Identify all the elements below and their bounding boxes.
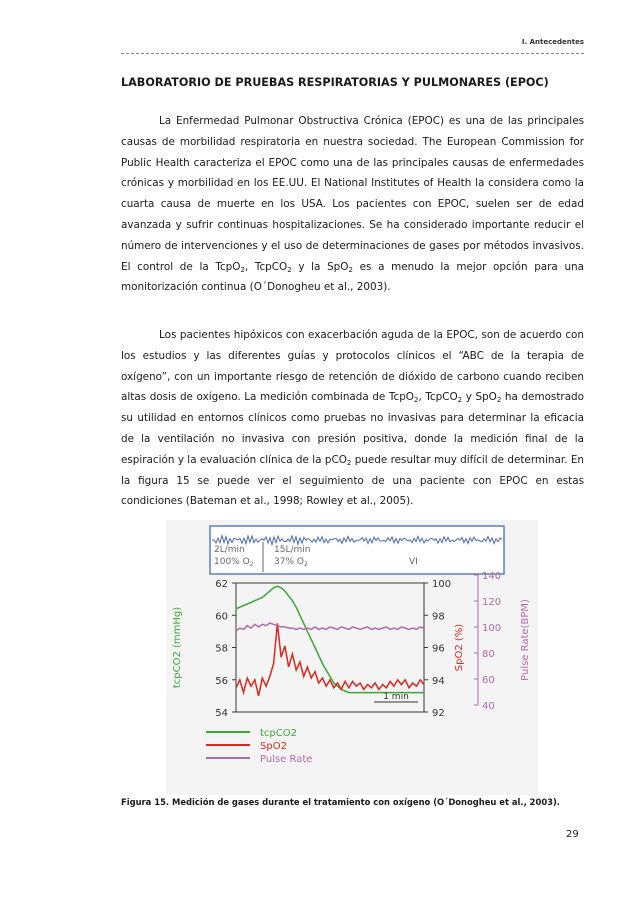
label-flow-2: 15L/min: [274, 545, 311, 555]
tick-label-pulse: 80: [482, 649, 495, 660]
tick-label-pulse: 120: [482, 597, 502, 608]
label-vi: VI: [409, 557, 418, 567]
tick-label-pulse: 140: [482, 571, 502, 582]
axis-label-tcpco2: tcpCO2 (mmHg): [172, 606, 183, 689]
tick-label-pulse: 40: [482, 701, 495, 712]
paragraph-1: La Enfermedad Pulmonar Obstructiva Crónica (EPOC) es una de las principales causas de morbilidad respiratoria en nuestra sociedad. The European Commission for Public Health caracteriza el EPOC como una de las principales causas de enfermedades crónicas y morbilidad en los EE.UU. El National Institutes of Health la considera como la cuarta causa de muerte en los USA. Los pacientes con EPOC, suelen ser de edad avanzada y sufrir continuas hospitalizaciones. Se ha considerado importante reducir el número de intervenciones y el uso de determinaciones de gases por métodos invasivos. El control de la TcpO$_2$, TcpCO$_2$ y la SpO$_2$ es a menudo la mejor opción para una monitorización continua (O´Donogheu et al., 2003).: [121, 115, 584, 294]
legend-label: SpO2: [260, 741, 287, 752]
tick-label-tcpco2: 56: [215, 675, 228, 687]
axis-label-spo2: SpO2 (%): [454, 623, 465, 672]
tick-label-tcpco2: 54: [215, 708, 228, 719]
figure-15: [166, 520, 538, 795]
tick-label-spo2: 94: [432, 675, 445, 687]
section-title: LABORATORIO DE PRUEBAS RESPIRATORIAS Y PULMONARES (EPOC): [121, 76, 549, 89]
running-header: I. Antecedentes: [521, 38, 584, 46]
paragraph-2: Los pacientes hipóxicos con exacerbación aguda de la EPOC, son de acuerdo con los estudios y las diferentes guías y protocolos clínicos el “ABC de la terapia de oxígeno”, con un importante riesgo de retención de dióxido de carbono cuando reciben altas dosis de oxígeno. La medición combinada de TcpO$_2$, TcpCO$_2$ y SpO$_2$ ha demostrado su utilidad en entornos clínicos como pruebas no invasivas para determinar la eficacia de la ventilación no invasiva con presión positiva, donde la medición final de la espiración y la evaluación clínica de la pCO$_2$ puede resultar muy difícil de determinar. En la figura 15 se puede ver el seguimiento de una paciente con EPOC en estas condiciones (Bateman et al., 1998; Rowley et al., 2005).: [121, 329, 585, 508]
label-o2-2: 37% $O_2$: [274, 557, 308, 568]
legend-label: Pulse Rate: [260, 754, 313, 765]
axis-label-pulse: Pulse Rate(BPM): [520, 599, 531, 681]
tick-label-spo2: 96: [432, 643, 445, 655]
label-flow-1: 2L/min: [214, 545, 245, 555]
tick-label-spo2: 98: [432, 611, 445, 623]
ventilation-trace-box: [210, 526, 504, 574]
label-o2-1: 100% $O_2$: [214, 557, 254, 568]
tick-label-tcpco2: 60: [215, 611, 228, 623]
scale-bar-label: 1 min: [383, 692, 409, 702]
legend-label: tcpCO2: [260, 728, 297, 739]
tick-label-tcpco2: 58: [215, 643, 228, 655]
tick-label-pulse: 100: [482, 623, 502, 634]
figure-caption: Figura 15. Medición de gases durante el tratamiento con oxígeno (O´Donogheu et al., 2003).: [121, 797, 560, 807]
header-divider: [121, 53, 584, 54]
tick-label-pulse: 60: [482, 675, 495, 686]
gas-monitoring-chart: [166, 520, 538, 795]
tick-label-spo2: 92: [432, 708, 445, 719]
page-number: 29: [566, 829, 579, 840]
tick-label-spo2: 100: [432, 579, 452, 590]
tick-label-tcpco2: 62: [215, 579, 228, 590]
